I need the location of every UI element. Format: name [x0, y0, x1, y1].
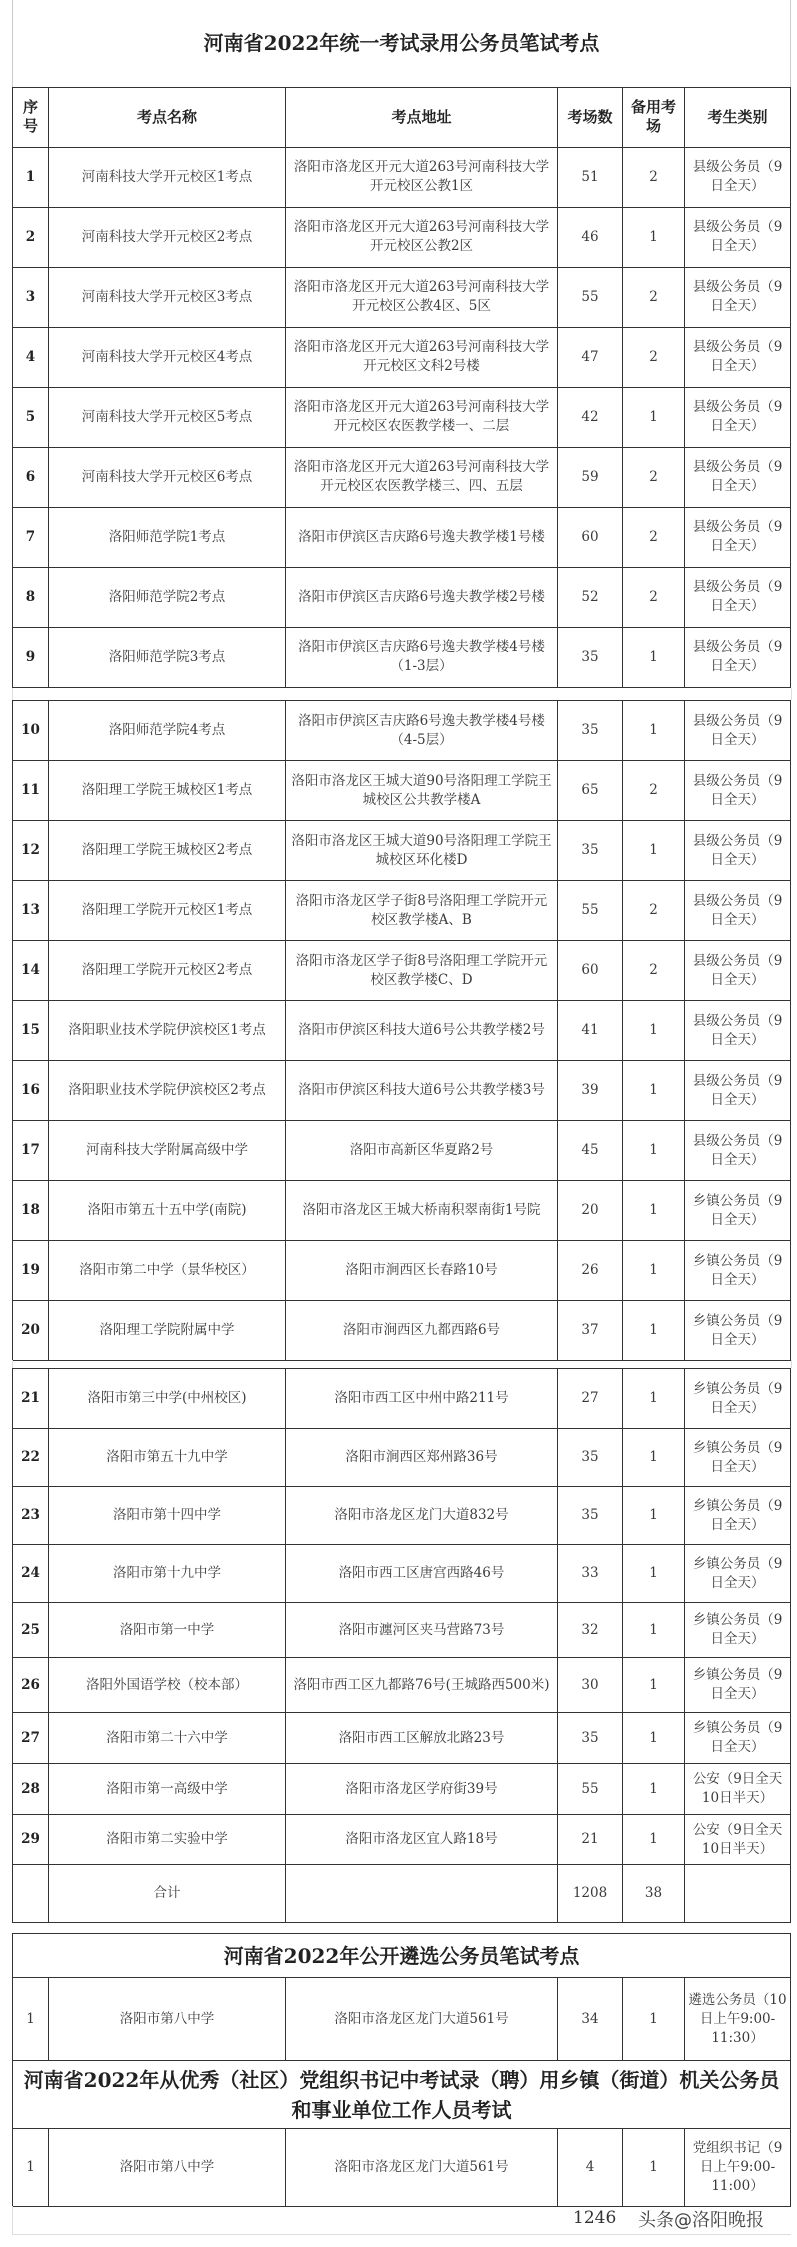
- cell-rooms: 52: [558, 567, 623, 627]
- cell-address: 洛阳市洛龙区开元大道263号河南科技大学开元校区文科2号楼: [286, 327, 558, 387]
- cell-category: 县级公务员（9日全天）: [685, 267, 791, 327]
- cell-name: 洛阳师范学院3考点: [49, 627, 286, 687]
- cell-address: 洛阳市西工区中州中路211号: [286, 1369, 558, 1429]
- cell-category: 乡镇公务员（9日全天）: [685, 1487, 791, 1545]
- cell-category: 县级公务员（9日全天）: [685, 327, 791, 387]
- table-row: [13, 701, 791, 761]
- header-rooms: 考场数: [558, 87, 623, 147]
- cell-spare: 2: [623, 761, 685, 821]
- cell-seq: 4: [13, 327, 49, 387]
- cell-category: 乡镇公务员（9日全天）: [685, 1241, 791, 1301]
- cell-address: 洛阳市洛龙区开元大道263号河南科技大学开元校区公教1区: [286, 147, 558, 207]
- header-seq: 序号: [13, 87, 49, 147]
- cell-name: 洛阳理工学院附属中学: [49, 1301, 286, 1361]
- cell-address: 洛阳市西工区九都路76号(王城路西500米): [286, 1658, 558, 1713]
- cell-spare: 1: [623, 1545, 685, 1603]
- cell-name: 洛阳师范学院2考点: [49, 567, 286, 627]
- cell-rooms: 20: [558, 1181, 623, 1241]
- cell-rooms: 30: [558, 1658, 623, 1713]
- header-address: 考点地址: [286, 87, 558, 147]
- cell-spare: 1: [623, 387, 685, 447]
- table-row: [13, 941, 791, 1001]
- cell-name: 河南科技大学开元校区1考点: [49, 147, 286, 207]
- cell-name: 洛阳职业技术学院伊滨校区1考点: [49, 1001, 286, 1061]
- cell-spare: 2: [623, 267, 685, 327]
- cell-name: 洛阳市第五十九中学: [49, 1429, 286, 1487]
- cell-category: 县级公务员（9日全天）: [685, 881, 791, 941]
- total-spare: 38: [623, 1865, 685, 1923]
- cell-address: 洛阳市西工区解放北路23号: [286, 1713, 558, 1764]
- cell-seq: 3: [13, 267, 49, 327]
- cell-category: 公安（9日全天10日半天）: [685, 1764, 791, 1815]
- cell-spare: 2: [623, 567, 685, 627]
- cell-seq: 21: [13, 1369, 49, 1429]
- cell-rooms: 59: [558, 447, 623, 507]
- cell-seq: 7: [13, 507, 49, 567]
- cell-address: 洛阳市伊滨区吉庆路6号逸夫教学楼2号楼: [286, 567, 558, 627]
- cell-spare: 1: [623, 1815, 685, 1865]
- section-gap: [12, 688, 792, 700]
- cell-rooms: 35: [558, 1713, 623, 1764]
- cell-spare: 2: [623, 147, 685, 207]
- cell-name: 洛阳市第一中学: [49, 1603, 286, 1658]
- cell-rooms: 35: [558, 701, 623, 761]
- cell-seq: 23: [13, 1487, 49, 1545]
- cell-address: 洛阳市高新区华夏路2号: [286, 1121, 558, 1181]
- cell-name: 河南科技大学开元校区3考点: [49, 267, 286, 327]
- cell-seq: 16: [13, 1061, 49, 1121]
- table-row: [13, 1487, 791, 1545]
- cell-name: 洛阳师范学院4考点: [49, 701, 286, 761]
- table-row: [13, 1121, 791, 1181]
- footer: [12, 2206, 791, 2235]
- cell-name: 洛阳市第三中学(中州校区): [49, 1369, 286, 1429]
- section-civil-service-exam: [12, 0, 790, 688]
- cell-rooms: 55: [558, 881, 623, 941]
- cell-category: 县级公务员（9日全天）: [685, 1001, 791, 1061]
- cell-seq: 15: [13, 1001, 49, 1061]
- cell-name: 洛阳师范学院1考点: [49, 507, 286, 567]
- other-exams-table: [12, 1933, 791, 2207]
- table-row: [13, 267, 791, 327]
- cell-category: 县级公务员（9日全天）: [685, 387, 791, 447]
- cell-seq: 18: [13, 1181, 49, 1241]
- grand-total: 1246: [573, 2208, 617, 2228]
- table-row: [13, 327, 791, 387]
- cell-address: 洛阳市伊滨区科技大道6号公共教学楼2号: [286, 1001, 558, 1061]
- cell-category: 县级公务员（9日全天）: [685, 567, 791, 627]
- table-row: [13, 1815, 791, 1865]
- section3-title: 河南省2022年从优秀（社区）党组织书记中考试录（聘）用乡镇（街道）机关公务员和事业单位工作人员考试: [13, 2061, 791, 2129]
- cell-rooms: 35: [558, 1487, 623, 1545]
- cell-category: 乡镇公务员（9日全天）: [685, 1369, 791, 1429]
- cell-seq: 27: [13, 1713, 49, 1764]
- cell-address: 洛阳市洛龙区学府街39号: [286, 1764, 558, 1815]
- cell-spare: 1: [623, 1301, 685, 1361]
- cell-rooms: 46: [558, 207, 623, 267]
- table-row: [13, 881, 791, 941]
- cell-seq: 28: [13, 1764, 49, 1815]
- cell-rooms: 51: [558, 147, 623, 207]
- cell-spare: 1: [623, 1487, 685, 1545]
- cell-name: 洛阳市第二实验中学: [49, 1815, 286, 1865]
- cell-rooms: 35: [558, 627, 623, 687]
- cell-category: 乡镇公务员（9日全天）: [685, 1301, 791, 1361]
- cell-address: 洛阳市洛龙区龙门大道561号: [286, 1978, 558, 2061]
- table-row: [13, 627, 791, 687]
- cell-category: 党组织书记（9日上午9:00-11:00）: [685, 2129, 791, 2207]
- cell-spare: 1: [623, 1764, 685, 1815]
- cell-rooms: 35: [558, 821, 623, 881]
- table-row: [13, 1241, 791, 1301]
- cell-seq: 12: [13, 821, 49, 881]
- cell-spare: 1: [623, 2129, 685, 2207]
- section-gap: [12, 1360, 792, 1368]
- cell-address: 洛阳市伊滨区吉庆路6号逸夫教学楼4号楼（1-3层）: [286, 627, 558, 687]
- cell-rooms: 47: [558, 327, 623, 387]
- cell-seq: 20: [13, 1301, 49, 1361]
- cell-category: 县级公务员（9日全天）: [685, 1121, 791, 1181]
- total-label: 合计: [49, 1865, 286, 1923]
- cell-spare: 1: [623, 1121, 685, 1181]
- cell-rooms: 60: [558, 507, 623, 567]
- cell-category: 县级公务员（9日全天）: [685, 447, 791, 507]
- cell-name: 洛阳市第一高级中学: [49, 1764, 286, 1815]
- cell-spare: 1: [623, 1001, 685, 1061]
- cell-address: 洛阳市洛龙区龙门大道832号: [286, 1487, 558, 1545]
- cell-rooms: 4: [558, 2129, 623, 2207]
- table-row: [13, 1061, 791, 1121]
- cell-spare: 1: [623, 207, 685, 267]
- table-row: [13, 1369, 791, 1429]
- cell-address: 洛阳市洛龙区学子街8号洛阳理工学院开元校区教学楼A、B: [286, 881, 558, 941]
- cell-rooms: 34: [558, 1978, 623, 2061]
- section-part3: [12, 1368, 790, 1923]
- cell-seq: 8: [13, 567, 49, 627]
- cell-seq: 19: [13, 1241, 49, 1301]
- cell-spare: 2: [623, 447, 685, 507]
- table-row: [13, 1713, 791, 1764]
- table-row: [13, 1658, 791, 1713]
- cell-address: 洛阳市洛龙区开元大道263号河南科技大学开元校区农医教学楼一、二层: [286, 387, 558, 447]
- cell-rooms: 35: [558, 1429, 623, 1487]
- cell-spare: 1: [623, 1061, 685, 1121]
- cell-rooms: 41: [558, 1001, 623, 1061]
- cell-spare: 1: [623, 1713, 685, 1764]
- exam-sites-table-part1: [12, 0, 791, 688]
- cell-seq: 11: [13, 761, 49, 821]
- cell-name: 河南科技大学附属高级中学: [49, 1121, 286, 1181]
- cell-rooms: 45: [558, 1121, 623, 1181]
- table-row: [13, 567, 791, 627]
- cell-name: 洛阳市第八中学: [49, 2129, 286, 2207]
- cell-seq: 1: [13, 2129, 49, 2207]
- cell-seq: 13: [13, 881, 49, 941]
- cell-spare: 2: [623, 881, 685, 941]
- table-row: [13, 387, 791, 447]
- cell-address: 洛阳市洛龙区宜人路18号: [286, 1815, 558, 1865]
- cell-rooms: 60: [558, 941, 623, 1001]
- cell-name: 河南科技大学开元校区2考点: [49, 207, 286, 267]
- cell-address: 洛阳市伊滨区吉庆路6号逸夫教学楼1号楼: [286, 507, 558, 567]
- cell-seq: 29: [13, 1815, 49, 1865]
- section-part2: [12, 700, 790, 1361]
- cell-address: 洛阳市洛龙区王城大道90号洛阳理工学院王城校区公共教学楼A: [286, 761, 558, 821]
- cell-rooms: 55: [558, 267, 623, 327]
- cell-category: 遴选公务员（10日上午9:00-11:30）: [685, 1978, 791, 2061]
- table-row: [13, 1978, 791, 2061]
- table-row: [13, 447, 791, 507]
- cell-address: 洛阳市洛龙区王城大桥南积翠南街1号院: [286, 1181, 558, 1241]
- header-name: 考点名称: [49, 87, 286, 147]
- cell-seq: 9: [13, 627, 49, 687]
- exam-sites-table-part2: [12, 700, 791, 1361]
- cell-spare: 1: [623, 1603, 685, 1658]
- cell-category: 县级公务员（9日全天）: [685, 1061, 791, 1121]
- cell-address: 洛阳市瀍河区夹马营路73号: [286, 1603, 558, 1658]
- cell-rooms: 27: [558, 1369, 623, 1429]
- cell-spare: 2: [623, 941, 685, 1001]
- cell-spare: 1: [623, 701, 685, 761]
- cell-seq: 17: [13, 1121, 49, 1181]
- cell-name: 洛阳市第十四中学: [49, 1487, 286, 1545]
- table-row: [13, 821, 791, 881]
- table-row: [13, 507, 791, 567]
- cell-spare: 1: [623, 1369, 685, 1429]
- cell-address: 洛阳市涧西区长春路10号: [286, 1241, 558, 1301]
- total-rooms: 1208: [558, 1865, 623, 1923]
- header-spare: 备用考场: [623, 87, 685, 147]
- cell-category: 县级公务员（9日全天）: [685, 147, 791, 207]
- cell-spare: 1: [623, 1181, 685, 1241]
- cell-category: 县级公务员（9日全天）: [685, 761, 791, 821]
- cell-rooms: 26: [558, 1241, 623, 1301]
- cell-address: 洛阳市洛龙区学子街8号洛阳理工学院开元校区教学楼C、D: [286, 941, 558, 1001]
- cell-name: 洛阳市第十九中学: [49, 1545, 286, 1603]
- cell-category: 县级公务员（9日全天）: [685, 821, 791, 881]
- cell-name: 河南科技大学开元校区4考点: [49, 327, 286, 387]
- cell-address: 洛阳市伊滨区吉庆路6号逸夫教学楼4号楼（4-5层）: [286, 701, 558, 761]
- cell-rooms: 33: [558, 1545, 623, 1603]
- cell-rooms: 39: [558, 1061, 623, 1121]
- cell-spare: 1: [623, 1429, 685, 1487]
- cell-category: 县级公务员（9日全天）: [685, 941, 791, 1001]
- cell-name: 洛阳市第八中学: [49, 1978, 286, 2061]
- table-row: [13, 761, 791, 821]
- cell-address: 洛阳市洛龙区开元大道263号河南科技大学开元校区公教2区: [286, 207, 558, 267]
- main-title: 河南省2022年统一考试录用公务员笔试考点: [13, 0, 791, 87]
- cell-category: 县级公务员（9日全天）: [685, 627, 791, 687]
- cell-seq: 25: [13, 1603, 49, 1658]
- cell-name: 河南科技大学开元校区5考点: [49, 387, 286, 447]
- cell-address: 洛阳市西工区唐宫西路46号: [286, 1545, 558, 1603]
- total-row: [13, 1865, 791, 1923]
- cell-seq: 5: [13, 387, 49, 447]
- table-row: [13, 1764, 791, 1815]
- cell-name: 洛阳市第五十五中学(南院): [49, 1181, 286, 1241]
- table-row: [13, 1603, 791, 1658]
- cell-seq: 26: [13, 1658, 49, 1713]
- cell-seq: 24: [13, 1545, 49, 1603]
- cell-spare: 1: [623, 1658, 685, 1713]
- cell-address: 洛阳市涧西区郑州路36号: [286, 1429, 558, 1487]
- cell-address: 洛阳市洛龙区龙门大道561号: [286, 2129, 558, 2207]
- cell-spare: 1: [623, 1241, 685, 1301]
- cell-address: 洛阳市洛龙区开元大道263号河南科技大学开元校区公教4区、5区: [286, 267, 558, 327]
- cell-name: 洛阳职业技术学院伊滨校区2考点: [49, 1061, 286, 1121]
- cell-address: 洛阳市洛龙区开元大道263号河南科技大学开元校区农医教学楼三、四、五层: [286, 447, 558, 507]
- cell-category: 县级公务员（9日全天）: [685, 701, 791, 761]
- table-row: [13, 1301, 791, 1361]
- cell-name: 洛阳理工学院开元校区2考点: [49, 941, 286, 1001]
- cell-rooms: 32: [558, 1603, 623, 1658]
- exam-sites-table-part3: [12, 1368, 791, 1923]
- cell-seq: 6: [13, 447, 49, 507]
- cell-seq: 14: [13, 941, 49, 1001]
- cell-category: 乡镇公务员（9日全天）: [685, 1603, 791, 1658]
- cell-seq: 10: [13, 701, 49, 761]
- section2-title: 河南省2022年公开遴选公务员笔试考点: [13, 1934, 791, 1978]
- cell-name: 洛阳市第二十六中学: [49, 1713, 286, 1764]
- cell-name: 洛阳外国语学校（校本部）: [49, 1658, 286, 1713]
- table-header: [13, 87, 791, 147]
- cell-category: 乡镇公务员（9日全天）: [685, 1545, 791, 1603]
- cell-category: 乡镇公务员（9日全天）: [685, 1658, 791, 1713]
- table-row: [13, 2129, 791, 2207]
- cell-category: 乡镇公务员（9日全天）: [685, 1713, 791, 1764]
- cell-category: 县级公务员（9日全天）: [685, 207, 791, 267]
- cell-spare: 1: [623, 1978, 685, 2061]
- header-category: 考生类别: [685, 87, 791, 147]
- watermark: 头条@洛阳晚报: [638, 2210, 764, 2231]
- table-row: [13, 147, 791, 207]
- cell-spare: 2: [623, 507, 685, 567]
- cell-address: 洛阳市洛龙区王城大道90号洛阳理工学院王城校区环化楼D: [286, 821, 558, 881]
- table-row: [13, 1001, 791, 1061]
- table-row: [13, 1429, 791, 1487]
- section-selection-exam: [12, 1933, 790, 2207]
- cell-rooms: 55: [558, 1764, 623, 1815]
- cell-seq: 2: [13, 207, 49, 267]
- cell-seq: 1: [13, 1978, 49, 2061]
- cell-name: 洛阳理工学院开元校区1考点: [49, 881, 286, 941]
- cell-name: 洛阳理工学院王城校区1考点: [49, 761, 286, 821]
- cell-rooms: 21: [558, 1815, 623, 1865]
- cell-address: 洛阳市伊滨区科技大道6号公共教学楼3号: [286, 1061, 558, 1121]
- cell-rooms: 37: [558, 1301, 623, 1361]
- cell-address: 洛阳市涧西区九都西路6号: [286, 1301, 558, 1361]
- table-row: [13, 1545, 791, 1603]
- cell-spare: 1: [623, 627, 685, 687]
- cell-rooms: 42: [558, 387, 623, 447]
- cell-spare: 1: [623, 821, 685, 881]
- table-row: [13, 207, 791, 267]
- table-row: [13, 1181, 791, 1241]
- cell-name: 洛阳理工学院王城校区2考点: [49, 821, 286, 881]
- cell-seq: 22: [13, 1429, 49, 1487]
- cell-name: 洛阳市第二中学（景华校区）: [49, 1241, 286, 1301]
- cell-rooms: 65: [558, 761, 623, 821]
- cell-category: 乡镇公务员（9日全天）: [685, 1429, 791, 1487]
- cell-seq: 1: [13, 147, 49, 207]
- cell-category: 县级公务员（9日全天）: [685, 507, 791, 567]
- cell-name: 河南科技大学开元校区6考点: [49, 447, 286, 507]
- cell-category: 乡镇公务员（9日全天）: [685, 1181, 791, 1241]
- cell-spare: 2: [623, 327, 685, 387]
- cell-category: 公安（9日全天10日半天）: [685, 1815, 791, 1865]
